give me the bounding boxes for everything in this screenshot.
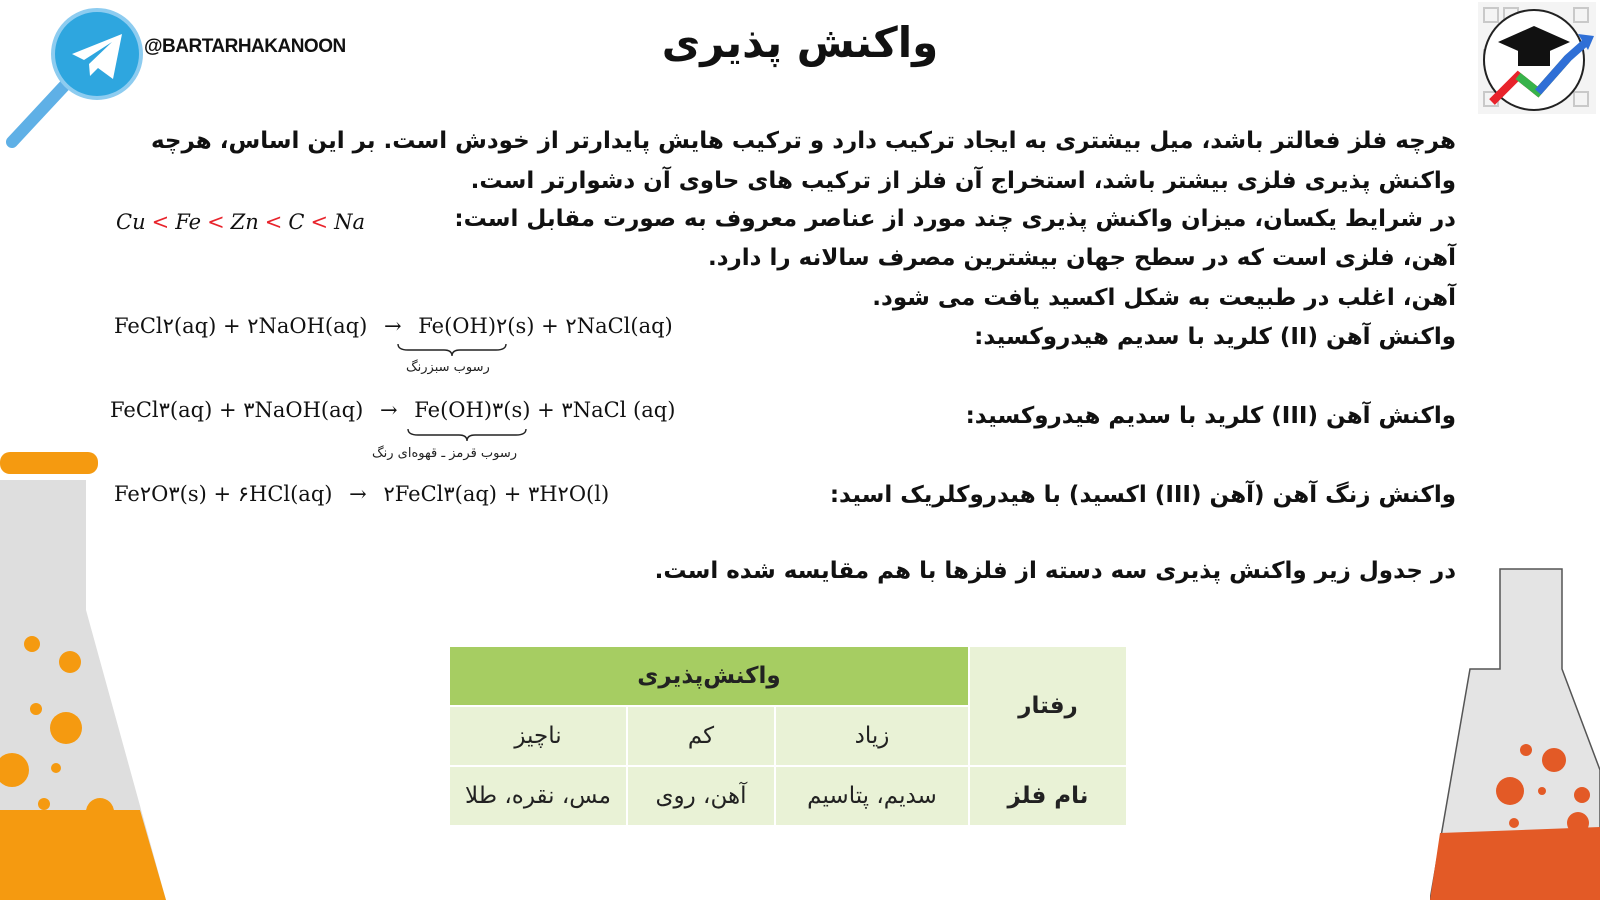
underbrace [406,427,528,443]
paragraph-line-3: در شرایط یکسان، میزان واکنش پذیری چند مورد از عناصر معروف به صورت مقابل است: [454,206,1456,232]
element-c: C [288,210,305,234]
equation-3-product-2: + ۳H۲O(l) [503,482,610,506]
equation-1-products: + ۲NaCl(aq) [541,314,673,338]
paragraph-line-1: هرچه فلز فعالتر باشد، میل بیشتری به ایجاد ترکیب دارد و ترکیب هایش پایدارتر از خودش است. بر این اساس، هرچه [150,128,1456,154]
metals-negligible: مس، نقره، طلا [449,766,627,826]
element-na: Na [334,210,365,234]
less-than-sign: < [151,210,170,234]
equation-3 [114,482,609,506]
paragraph-line-2: واکنش پذیری فلزی بیشتر باشد، استخراج آن فلز از ترکیب های حاوی آن دشوارتر است. [470,168,1456,194]
equation-1-precipitate: Fe(OH)۲(s) [418,314,535,338]
reactivity-header: واکنش‌پذیری [449,646,969,706]
equation-2-reactants: FeCl۳(aq) + ۳NaOH(aq) [110,398,364,422]
metals-low: آهن، روی [627,766,775,826]
equation-2-precipitate: Fe(OH)۳(s) [414,398,531,422]
element-cu: Cu [116,210,146,234]
red-flask-icon [1430,565,1600,900]
metals-high: سدیم، پتاسیم [775,766,969,826]
level-negligible: ناچیز [449,706,627,766]
less-than-sign: < [207,210,225,234]
paragraph-line-5: آهن، اغلب در طبیعت به شکل اکسید یافت می شود. [872,285,1456,311]
less-than-sign: < [264,210,283,234]
reaction-arrow: → [379,398,398,422]
paragraph-line-8: واکنش زنگ آهن (آهن (III) اکسید) با هیدروکلریک اسید: [829,482,1456,508]
orange-flask-icon [0,450,170,900]
underbrace [396,342,508,358]
graduation-cap-logo [1478,2,1596,116]
paragraph-line-6: واکنش آهن (II) کلرید با سدیم هیدروکسید: [974,324,1456,350]
equation-1-reactants: FeCl۲(aq) + ۲NaOH(aq) [114,314,368,338]
equation-1 [114,314,673,338]
level-low: کم [627,706,775,766]
element-fe: Fe [175,210,202,234]
reaction-arrow: → [349,482,367,506]
reactivity-series [116,210,365,234]
reaction-arrow: → [383,314,402,338]
paragraph-line-4: آهن، فلزی است که در سطح جهان بیشترین مصرف سالانه را دارد. [708,245,1456,271]
paragraph-line-7: واکنش آهن (III) کلرید با سدیم هیدروکسید: [965,403,1456,429]
behavior-header: رفتار [969,646,1127,766]
channel-handle[interactable]: @BARTARHAKANOON [144,36,346,57]
equation-3-reactants: Fe۲O۳(s) + ۶HCl(aq) [114,482,333,506]
metal-name-header: نام فلز [969,766,1127,826]
equation-2-products: + ۳NaCl (aq) [537,398,676,422]
less-than-sign: < [310,210,329,234]
reactivity-table [448,645,1128,827]
level-high: زیاد [775,706,969,766]
equation-1-note: رسوب سبزرنگ [406,360,490,375]
element-zn: Zn [230,210,259,234]
paragraph-line-9: در جدول زیر واکنش پذیری سه دسته از فلزها با هم مقایسه شده است. [654,558,1456,584]
equation-2-note: رسوب قرمز ـ قهوه‌ای رنگ [372,446,518,461]
equation-2 [110,398,675,422]
page-title: واکنش پذیری [661,18,939,67]
equation-3-product-1: ۲FeCl۳(aq) [383,482,497,506]
